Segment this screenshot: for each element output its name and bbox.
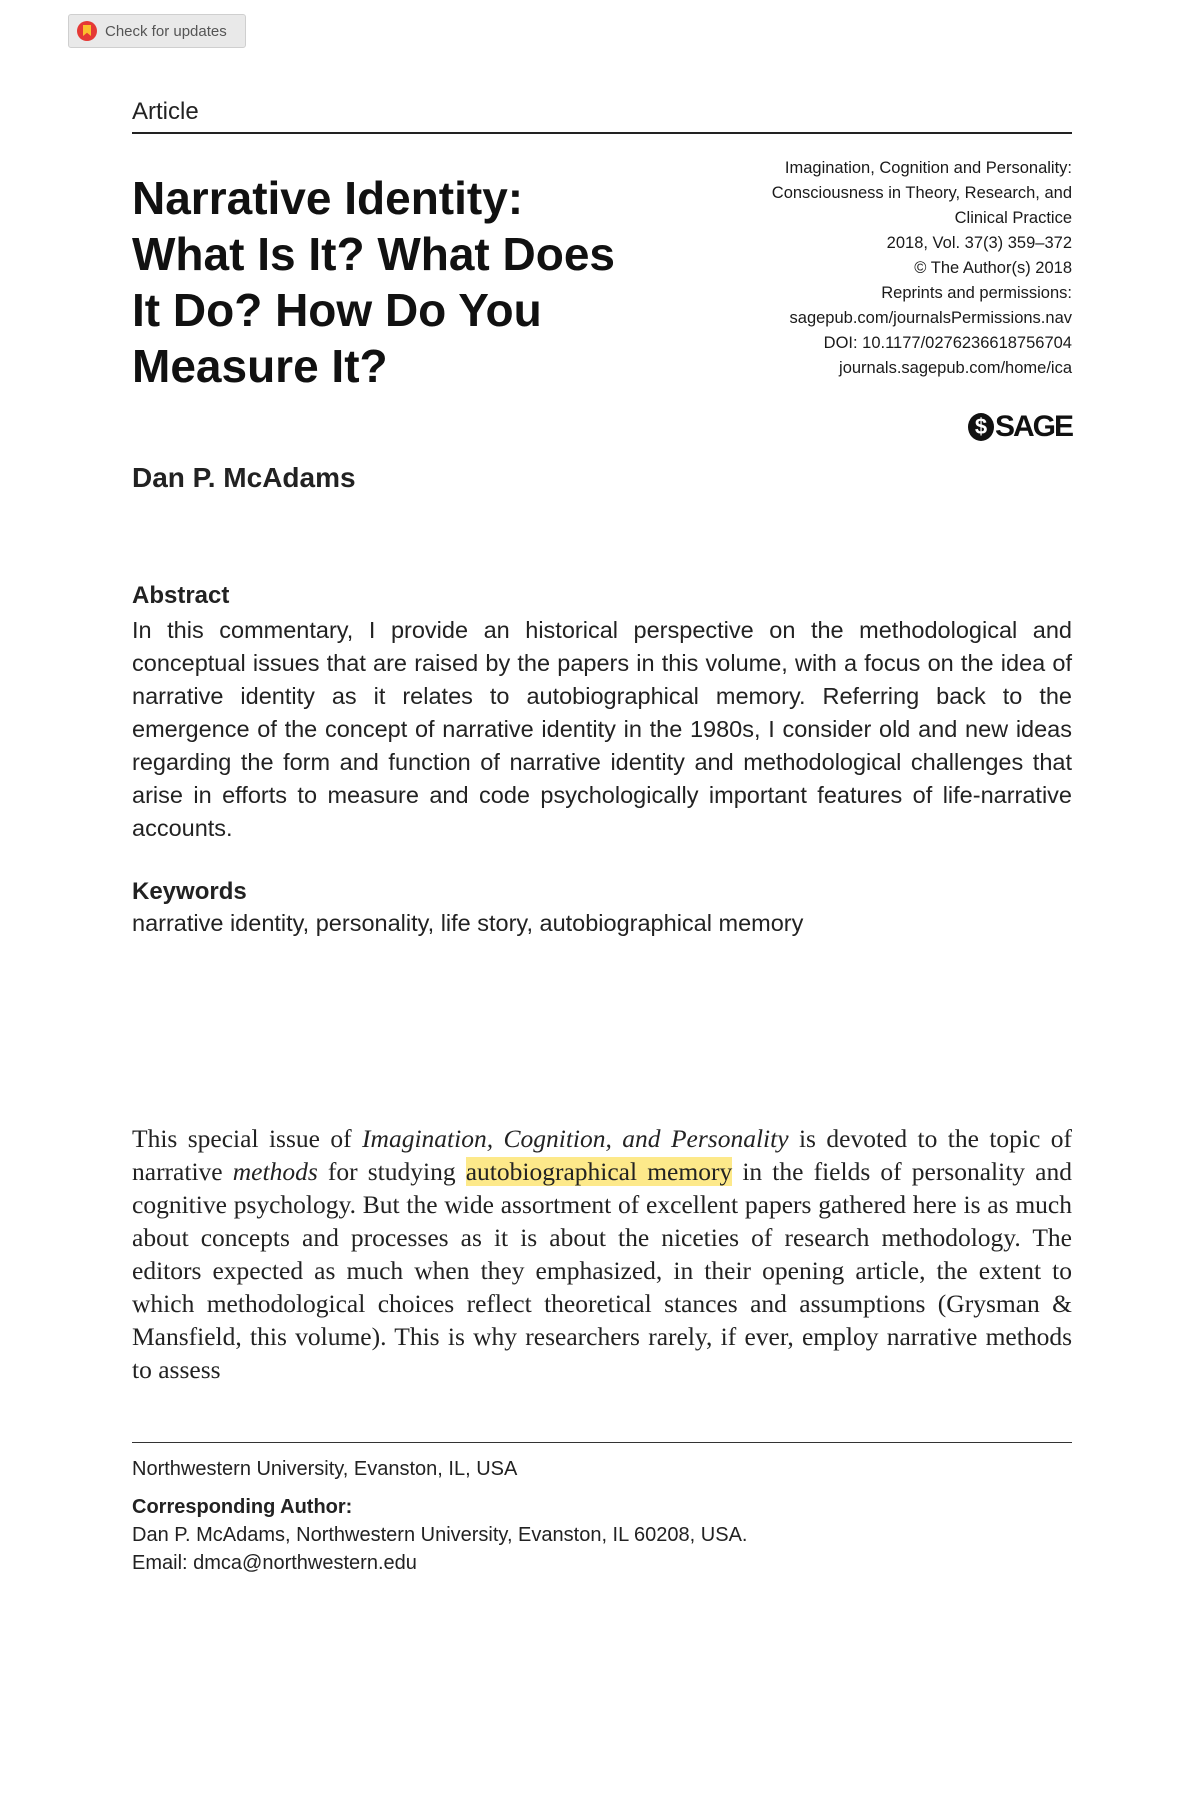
check-for-updates-button[interactable] (68, 14, 246, 48)
author-name: Dan P. McAdams (132, 462, 356, 493)
corresponding-address: Dan P. McAdams, Northwestern University, Evanston, IL 60208, USA. (132, 1524, 748, 1546)
copyright: © The Author(s) 2018 (914, 259, 1072, 277)
crossmark-icon (77, 21, 97, 41)
corresponding-email[interactable]: Email: dmca@northwestern.edu (132, 1552, 417, 1574)
doi[interactable]: DOI: 10.1177/0276236618756704 (823, 334, 1072, 352)
body-text-segment: This special issue of (132, 1124, 363, 1153)
reprints-link[interactable]: sagepub.com/journalsPermissions.nav (789, 309, 1072, 327)
journal-title-italic: Imagination, Cognition, and Personality (362, 1124, 789, 1153)
footnote-rule (132, 1442, 1072, 1443)
article-title: Narrative Identity: What Is It? What Does It Do? How Do You Measure It? (132, 172, 615, 392)
keywords-text: narrative identity, personality, life story, autobiographical memory (132, 910, 804, 936)
search-highlight[interactable]: autobiographical memory (465, 1157, 733, 1186)
sage-logo-icon: $ (968, 413, 994, 441)
body-text-segment: for studying (317, 1157, 466, 1186)
reprints-label: Reprints and permissions: (881, 284, 1072, 302)
check-for-updates-label: Check for updates (105, 22, 227, 40)
abstract-heading: Abstract (132, 582, 230, 609)
abstract-text: In this commentary, I provide an historical perspective on the methodological and conceptual issues that are raised by the papers in this volume, with a focus on the idea of narrative identity as it relates to autobiographical memory. Referring back to the emergence of the concept of narrative identity in the 1980s, I consider old and new ideas regarding the form and function of narrative identity and methodological challenges that arise in efforts to measure and code psychologically important features of life-narrative accounts. (132, 617, 1072, 841)
journal-meta (740, 156, 1072, 381)
sage-logo-wordmark: SAGE (994, 410, 1072, 443)
author-affiliation: Northwestern University, Evanston, IL, USA (132, 1458, 518, 1480)
volume-pages: 2018, Vol. 37(3) 359–372 (886, 234, 1072, 252)
body-paragraph (132, 1122, 1072, 1386)
sage-logo (968, 410, 1072, 444)
body-text-segment: is devoted to the topic of narrative (132, 1124, 1072, 1186)
article-type-label: Article (132, 98, 199, 125)
header-rule (132, 132, 1072, 134)
corresponding-author-heading: Corresponding Author: (132, 1496, 353, 1518)
keywords-heading: Keywords (132, 878, 247, 905)
body-text-segment: in the fields of personality and cognitive psychology. But the wide assortment of excellent papers gathered here is as much about concepts and processes as it is about the niceties of research methodology. The editors expected as much when they emphasized, in their opening article, the extent to which methodological choices reflect theoretical stances and assumptions (Grysman & Mansfield, this volume). This is why researchers rarely, if ever, employ narrative methods to assess (132, 1157, 1073, 1384)
methods-italic: methods (232, 1157, 318, 1186)
journal-url[interactable]: journals.sagepub.com/home/ica (839, 359, 1072, 377)
journal-name: Imagination, Cognition and Personality: Consciousness in Theory, Research, and Clinical Practice (771, 159, 1072, 227)
